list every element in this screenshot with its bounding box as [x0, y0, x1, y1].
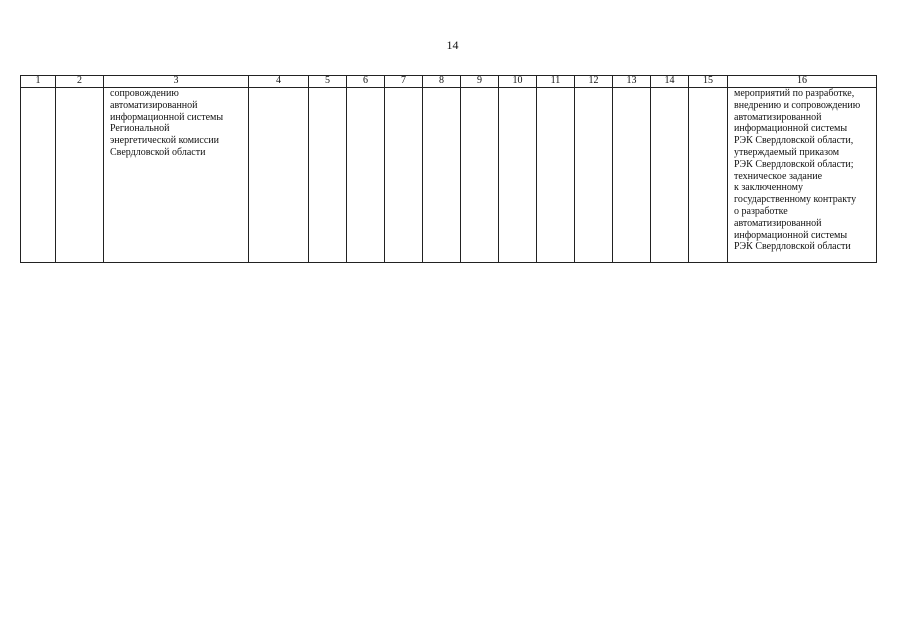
- table-cell: [613, 88, 651, 263]
- text-line: к заключенному: [734, 182, 803, 194]
- table-cell: [537, 88, 575, 263]
- text-line: РЭК Свердловской области,: [734, 135, 854, 147]
- text-line: автоматизированной: [110, 99, 198, 111]
- column-header: 7: [385, 76, 423, 88]
- column-header: 10: [499, 76, 537, 88]
- table-cell-basis: [728, 88, 877, 263]
- column-header: 8: [423, 76, 461, 88]
- page-number: 14: [446, 38, 459, 52]
- text-line: РЭК Свердловской области;: [734, 158, 854, 170]
- column-header: 5: [309, 76, 347, 88]
- text-line: о разработке: [734, 205, 788, 217]
- text-line: техническое задание: [734, 170, 823, 182]
- document-table: [20, 75, 877, 263]
- text-line: утверждаемый приказом: [734, 146, 840, 158]
- text-line: автоматизированной: [734, 111, 822, 123]
- text-line: мероприятий по разработке,: [734, 88, 855, 99]
- column-header: 14: [651, 76, 689, 88]
- text-line: информационной системы: [110, 111, 224, 123]
- column-header: 6: [347, 76, 385, 88]
- column-header: 15: [689, 76, 728, 88]
- table-cell: [461, 88, 499, 263]
- table-cell: [423, 88, 461, 263]
- header-row: [21, 76, 877, 88]
- text-line: Свердловской области: [110, 146, 206, 158]
- table-cell-description: [104, 88, 249, 263]
- table-cell: [56, 88, 104, 263]
- table-cell: [385, 88, 423, 263]
- column-header: 16: [728, 76, 877, 88]
- column-header: 2: [56, 76, 104, 88]
- text-line: автоматизированной: [734, 217, 822, 229]
- table-cell: [689, 88, 728, 263]
- column-header: 12: [575, 76, 613, 88]
- text-line: энергетической комиссии: [110, 135, 219, 147]
- table-cell: [651, 88, 689, 263]
- table-cell: [575, 88, 613, 263]
- table-cell: [21, 88, 56, 263]
- column-header: 9: [461, 76, 499, 88]
- column-header: 3: [104, 76, 249, 88]
- text-line: информационной системы: [734, 123, 848, 135]
- table-cell: [309, 88, 347, 263]
- text-line: Региональной: [110, 123, 170, 135]
- cell-text: [728, 88, 876, 253]
- text-line: государственному контракту: [734, 194, 857, 206]
- text-line: информационной системы: [734, 229, 848, 241]
- table-row: [21, 88, 877, 263]
- cell-text: [104, 88, 248, 159]
- table-cell: [249, 88, 309, 263]
- column-header: 4: [249, 76, 309, 88]
- text-line: внедрению и сопровождению: [734, 99, 861, 111]
- table-cell: [499, 88, 537, 263]
- column-header: 13: [613, 76, 651, 88]
- table-cell: [347, 88, 385, 263]
- text-line: РЭК Свердловской области: [734, 241, 851, 253]
- column-header: 1: [21, 76, 56, 88]
- column-header: 11: [537, 76, 575, 88]
- text-line: сопровождению: [110, 88, 179, 99]
